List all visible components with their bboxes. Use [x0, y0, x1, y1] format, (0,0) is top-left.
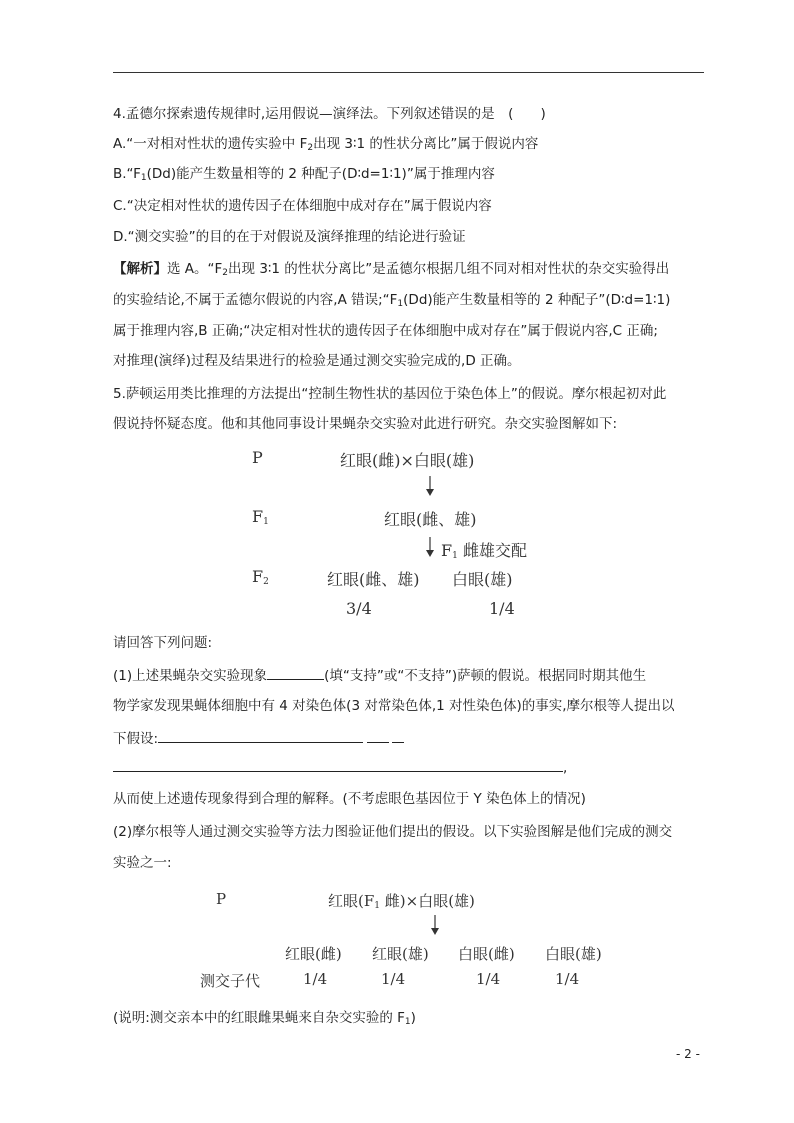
q4-option-b: $B.“F_1(Dd)$能产生数量相等的 2 种配子(D∶d=1∶1)”属于推理内容: [113, 166, 495, 183]
diagram1-f2-red: 红眼(雌、雄): [327, 570, 420, 589]
diagram2-cross: 红眼($F_1$ 雌)×白眼(雄): [328, 892, 475, 911]
q5-part1-line-1: (1)上述果蝇杂交实验现象 (填“支持”或“不支持”)萨顿的假说。根据同时期其他生: [113, 668, 647, 684]
diagram1-p-label: P: [252, 448, 263, 467]
q5-part2-line-2: 实验之一:: [113, 855, 172, 871]
diagram2-ratio-4: 1/4: [555, 970, 580, 988]
q4-stem: 4.孟德尔探索遗传规律时,运用假说—演绎法。下列叙述错误的是 ( ): [113, 106, 546, 122]
answer-line-hypothesis-2[interactable]: [113, 771, 563, 772]
answer-line-comma: ,: [563, 760, 568, 776]
diagram2-p-label: P: [216, 890, 227, 908]
diagram1-f1-label: $F_1$: [252, 507, 269, 527]
diagram2-ratio-3: 1/4: [476, 970, 501, 988]
q4-analysis-line-3: 属于推理内容,B 正确;“决定相对性状的遗传因子在体细胞中成对存在”属于假说内容,C 正确;: [113, 323, 658, 339]
q4-option-d: D.“测交实验”的目的在于对假说及演绎推理的结论进行验证: [113, 229, 466, 245]
q5-ask: 请回答下列问题:: [113, 635, 213, 651]
diagram1-f1-value: 红眼(雌、雄): [384, 510, 477, 529]
analysis-tag: 【解析】: [113, 261, 167, 277]
q5-line-2: 假说持怀疑态度。他和其他同事设计果蝇杂交实验对此进行研究。杂交实验图解如下:: [113, 416, 618, 432]
q5-line-1: 5.萨顿运用类比推理的方法提出“控制生物性状的基因位于染色体上”的假说。摩尔根起初对此: [113, 386, 667, 402]
diagram2-offspring-4: 白眼(雄): [545, 945, 602, 963]
diagram1-f2-label: $F_2$: [252, 567, 269, 587]
answer-blank-support[interactable]: [267, 666, 324, 680]
diagram2-row-label: 测交子代: [200, 972, 261, 990]
q4-analysis-line-2: 的实验结论,不属于孟德尔假说的内容,A 错误$;“F_1(Dd)$能产生数量相等的 2 种配子”(D∶d=1∶1): [113, 292, 671, 309]
arrow-down-icon: [430, 914, 440, 936]
diagram1-f2-white: 白眼(雄): [452, 570, 513, 589]
q5-part1-line-5: 从而使上述遗传现象得到合理的解释。(不考虑眼色基因位于 Y 染色体上的情况): [113, 791, 586, 807]
diagram2-offspring-1: 红眼(雌): [285, 945, 342, 963]
diagram2-ratio-2: 1/4: [381, 970, 406, 988]
arrow-down-icon: [425, 475, 435, 497]
answer-blank-tail-2: [392, 729, 404, 743]
q4-option-c: C.“决定相对性状的遗传因子在体细胞中成对存在”属于假说内容: [113, 198, 492, 214]
diagram2-offspring-3: 白眼(雌): [458, 945, 515, 963]
q4-analysis-line-4: 对推理(演绎)过程及结果进行的检验是通过测交实验完成的,D 正确。: [113, 353, 521, 369]
arrow-down-icon: [425, 536, 435, 558]
answer-blank-hypothesis[interactable]: [158, 729, 363, 743]
header-rule: [113, 72, 704, 73]
answer-blank-tail: [367, 729, 389, 743]
diagram1-ratio-red: 3/4: [346, 599, 372, 618]
q5-part1-line-2: 物学家发现果蝇体细胞中有 4 对染色体(3 对常染色体,1 对性染色体)的事实,摩尔根等人提出以: [113, 698, 675, 714]
q4-analysis-line-1: 【解析】选 A。“$F_2$出现 3∶1 的性状分离比”是孟德尔根据几组不同对相对性状的杂交实验得出: [113, 261, 670, 278]
diagram1-mating: $F_1$ 雌雄交配: [441, 541, 527, 561]
diagram2-offspring-2: 红眼(雄): [372, 945, 429, 963]
q5-part1-line-3: 下假设:: [113, 729, 404, 748]
diagram1-cross: 红眼(雌)×白眼(雄): [340, 451, 475, 470]
diagram2-ratio-1: 1/4: [303, 970, 328, 988]
page-number: - 2 -: [676, 1047, 700, 1061]
q5-part2-line-1: (2)摩尔根等人通过测交实验等方法力图验证他们提出的假设。以下实验图解是他们完成的测交: [113, 824, 673, 840]
q4-option-a: A.“一对相对性状的遗传实验中 $F_2$出现 3∶1 的性状分离比”属于假说内容: [113, 136, 539, 153]
q5-note: (说明:测交亲本中的红眼雌果蝇来自杂交实验的 $F_1$): [113, 1010, 416, 1027]
diagram1-ratio-white: 1/4: [489, 599, 515, 618]
